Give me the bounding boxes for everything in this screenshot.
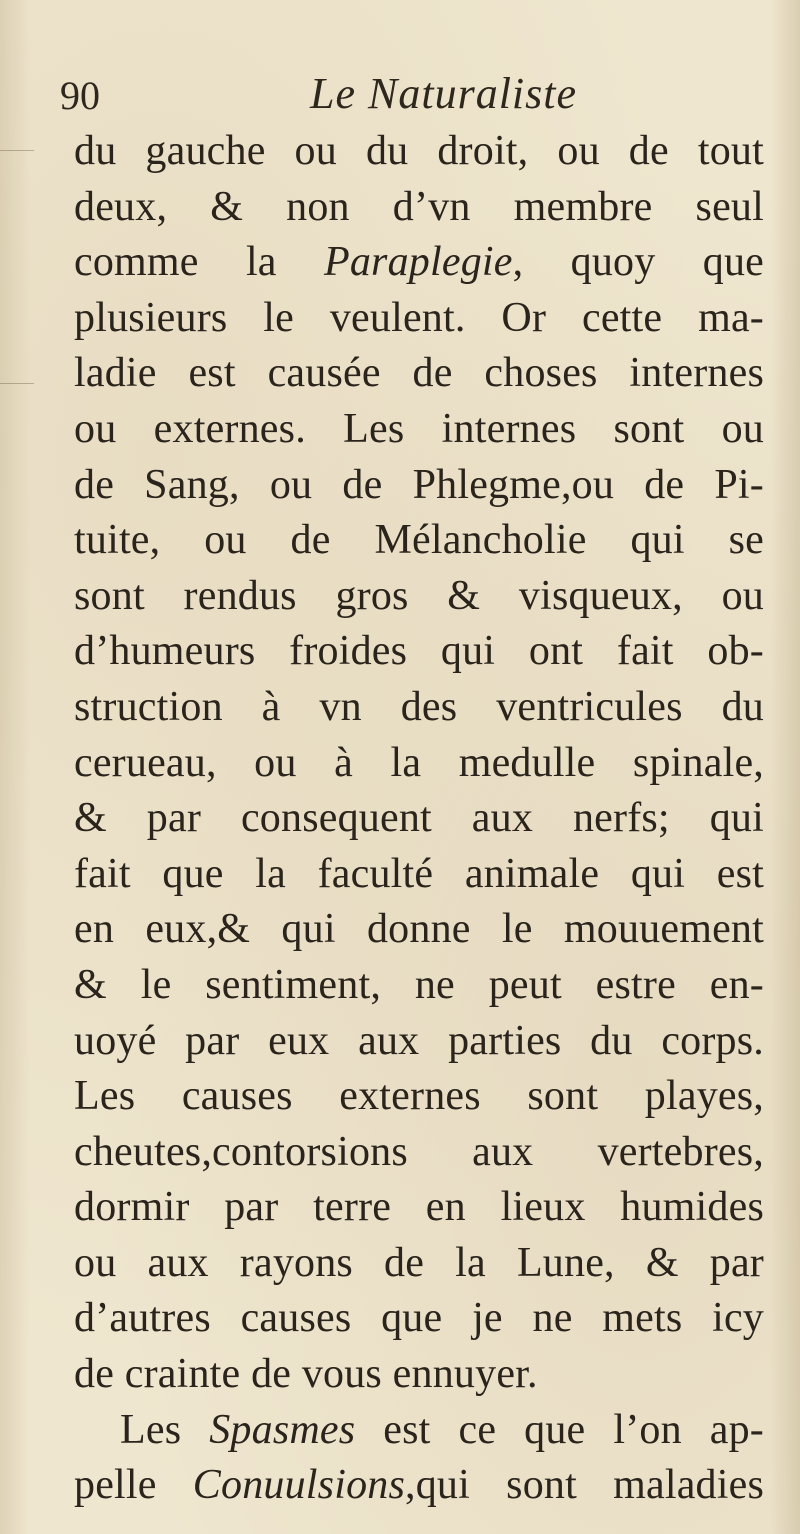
text-line [74,1403,764,1459]
body-text [74,124,774,1514]
text-span: , quoy que [512,239,764,286]
text-line [74,1458,764,1514]
text-span: est ce que l’on ap- [355,1406,764,1453]
text-line: de Sang, ou de Phlegme,ou de Pi- [74,461,764,508]
running-title: Le Naturaliste [310,69,578,118]
italic-term: Conuulsions [192,1462,406,1509]
text-line: ou externes. Les internes sont ou [74,405,764,452]
text-line: d’humeurs froides qui ont fait ob- [74,628,764,675]
text-span: pelle [74,1462,193,1509]
text-line: en eux,& qui donne le mouuement [74,906,764,953]
text-line: d’autres causes que je ne mets icy [74,1295,764,1342]
text-line: tuite, ou de Mélancholie qui se [74,517,764,564]
running-head [60,62,760,122]
text-line: du gauche ou du droit, ou de tout [74,128,764,174]
margin-mark [0,150,34,151]
text-span: comme la [74,239,324,286]
text-line: uoyé par eux aux parties du corps. [74,1017,764,1064]
text-line: cerueau, ou à la medulle spinale, [74,739,764,786]
text-line: & le sentiment, ne peut estre en- [74,961,764,1008]
text-line: deux, & non d’vn membre seul [74,183,764,230]
text-line [74,235,764,291]
text-line: de crainte de vous ennuyer. [74,1351,538,1398]
text-line: sont rendus gros & visqueux, ou [74,572,764,619]
text-line: cheutes,contorsions aux vertebres, [74,1128,764,1175]
text-line: & par consequent aux nerfs; qui [74,795,764,842]
italic-term: Spasmes [209,1406,356,1453]
page-number: 90 [60,73,100,118]
text-line: struction à vn des ventricules du [74,683,764,730]
text-span: ,qui sont maladies [405,1462,764,1509]
margin-mark [0,383,34,384]
text-line: dormir par terre en lieux humides [74,1184,764,1231]
italic-term: Paraplegie [323,239,513,286]
text-line: Les causes externes sont playes, [74,1073,764,1120]
text-line: fait que la faculté animale qui est [74,850,764,897]
text-line: ladie est causée de choses internes [74,350,764,397]
text-span: Les [120,1406,210,1453]
text-line: plusieurs le veulent. Or cette ma- [74,294,764,341]
text-line: ou aux rayons de la Lune, & par [74,1239,764,1286]
